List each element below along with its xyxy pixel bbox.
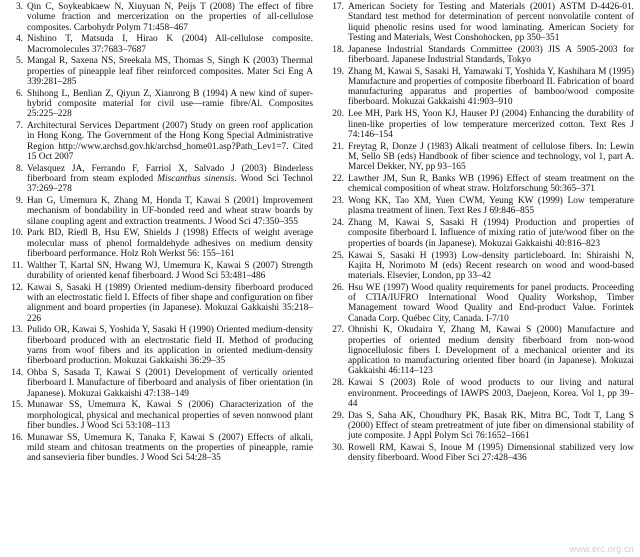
- reference-text-main: Munawar SS, Umemura K, Kawai S (2006) Characterization of the morphological, physical and mechanical properties of seven nonwood plant fiber bundles. J Wood Sci 53:108–113: [27, 400, 313, 431]
- reference-number: 28.: [332, 378, 344, 389]
- reference-text-main: Ohba S, Sasada T, Kawai S (2001) Development of vertically oriented fiberboard I. Manufacture of fiberboard and analysis of fiber orientation (in Japanese). Mokuzai Gakkaishi 47:138–149: [27, 368, 313, 399]
- reference-column-left: [6, 2, 313, 557]
- reference-number: 16.: [11, 432, 23, 443]
- reference-text-tail: . Wood Sci Technol 37:269–278: [27, 173, 313, 195]
- reference-text: [27, 56, 313, 87]
- reference-entry: [327, 218, 634, 249]
- reference-number: 12.: [11, 282, 23, 293]
- reference-text-main: Architectural Services Department (2007) Study on green roof application in Hong Kong. The Government of the Hong Kong Special Administrative Region http://www.archsd.gov.hk/archsd_home01.asp?Path_Lev1=7. Cited 15 Oct 2007: [27, 121, 313, 162]
- reference-entry: [6, 261, 313, 282]
- reference-entry: [327, 67, 634, 108]
- reference-number: 21.: [332, 141, 344, 152]
- reference-italic-term: Miscanthus sinensis: [157, 173, 235, 184]
- reference-text: [27, 400, 313, 431]
- reference-text-main: Wong KK, Tao XM, Yuen CWM, Yeung KW (1999) Low temperature plasma treatment of linen. Text Res J 69:846–855: [348, 196, 634, 217]
- reference-number: 4.: [15, 34, 23, 45]
- reference-entry: [6, 89, 313, 120]
- reference-entry: [327, 174, 634, 195]
- reference-number: 25.: [332, 250, 344, 261]
- reference-entry: [327, 142, 634, 173]
- reference-number: 17.: [332, 2, 344, 12]
- reference-text-main: Zhang M, Kawai S, Sasaki H, Yamawaki T, Yoshida Y, Kashihara M (1995) Manufacture and properties of composite fiberboard II. Fabrication of board manufacturing apparatus and properties of bamboo/wood composite fiberboard. Mokuzai Gakkaishi 41:903–910: [348, 66, 634, 108]
- reference-text-main: Zhang M, Kawai S, Sasaki H (1994) Production and properties of composite fiberboard I. Influence of mixing ratio of jute/wood fiber on the properties of boards (in Japanese). Mokuzai Gakkaishi 40:816–823: [348, 218, 634, 249]
- reference-text: [27, 261, 313, 282]
- reference-number: 24.: [332, 218, 344, 229]
- reference-text-main: Velasquez JA, Ferrando F, Farriol X, Salvado J (2003) Binderless fiberboard from steam exploded: [27, 163, 313, 184]
- reference-text: [27, 2, 313, 33]
- reference-text: [348, 196, 634, 217]
- reference-text: [27, 283, 313, 324]
- reference-number: 11.: [11, 260, 23, 271]
- reference-number: 27.: [332, 325, 344, 336]
- reference-entry: [6, 2, 313, 33]
- reference-number: 15.: [11, 400, 23, 411]
- reference-entry: [6, 196, 313, 227]
- reference-text: [348, 67, 634, 108]
- reference-text-main: Freytag R, Donze J (1983) Alkali treatment of cellulose fibers. In: Lewin M, Sello SB (eds) Handbook of fiber science and technology, vol 1, part A. Marcel Dekker, NY, pp 93–165: [348, 141, 634, 173]
- reference-text: [348, 2, 634, 43]
- reference-entry: [6, 433, 313, 464]
- reference-entry: [6, 56, 313, 87]
- reference-text-main: Qin C, Soykeabkaew N, Xiuyuan N, Peijs T (2008) The effect of fibre volume fraction and mercerization on the properties of all-cellulose composites. Carbohydr Polym 71:458–467: [27, 2, 313, 33]
- reference-text: [348, 109, 634, 140]
- reference-number: 19.: [332, 66, 344, 77]
- reference-number: 30.: [332, 442, 344, 453]
- reference-text-main: Munawar SS, Umemura K, Tanaka F, Kawai S (2007) Effects of alkali, mild steam and chitosan treatments on the properties of pineapple, ramie and sansevieria fiber bundles. J Wood Sci 54:28–35: [27, 432, 313, 464]
- reference-entry: [327, 196, 634, 217]
- reference-text-main: Park BD, Riedl B, Hsu EW, Shields J (1998) Effects of weight average molecular mass of phenol formaldehyde adhesives on medium density fiberboard performance. Holz Roh Werkst 56: 155–161: [27, 228, 313, 259]
- reference-entry: [6, 164, 313, 195]
- reference-number: 6.: [15, 88, 23, 99]
- reference-number: 23.: [332, 196, 344, 207]
- reference-text-main: Walther T, Kartal SN, Hwang WJ, Umemura K, Kawai S (2007) Strength durability of oriented kenaf fiberboard. J Wood Sci 53:481–486: [27, 260, 313, 281]
- reference-text: [348, 283, 634, 324]
- reference-text-main: Kawai S (2003) Role of wood products to our living and natural environment. Proceedings of IAWPS 2003, Daejeon, Korea. Vol 1, pp 39–44: [348, 378, 634, 409]
- reference-entry: [327, 109, 634, 140]
- reference-text: [348, 325, 634, 376]
- reference-text-main: Hsu WE (1997) Wood quality requirements for panel products. Proceeding of CTIA/IUFRO International Wood Quality Workshop, Timber Management toward Wood Quality and End-product Value. Forintek Canada Corp. Québec City, Canada. I-7/10: [348, 282, 634, 324]
- reference-text-main: Lawther JM, Sun R, Banks WB (1996) Effect of steam treatment on the chemical composition of wheat straw. Holzforschung 50:365–371: [348, 173, 634, 195]
- reference-text-main: Shihong L, Benlian Z, Qiyun Z, Xianrong B (1994) A new kind of super-hybrid composite material for civil use—ramie fibre/Al. Composites 25:225–228: [27, 88, 313, 120]
- reference-number: 5.: [15, 56, 23, 67]
- reference-text-main: Nishino T, Matsuda I, Hirao K (2004) All-cellulose composite. Macromolecules 37:7683–7687: [27, 34, 313, 55]
- reference-text: [348, 218, 634, 249]
- reference-text-main: Ohnishi K, Okudaira Y, Zhang M, Kawai S (2000) Manufacture and properties of oriented medium density fiberboard from non-wood lignocellulosic fibers I. Development of a mechanical orienter and its application to manufacturing oriented fiber board (in Japanese). Mokuzai Gakkaishi 46:114–123: [348, 325, 634, 377]
- reference-text: [348, 142, 634, 173]
- reference-entry: [6, 400, 313, 431]
- reference-text: [27, 433, 313, 464]
- reference-entry: [327, 443, 634, 464]
- reference-text-main: Mangal R, Saxena NS, Sreekala MS, Thomas S, Singh K (2003) Thermal properties of pineapple leaf fiber reinforced composites. Mater Sci Eng A 339:281–285: [27, 56, 313, 87]
- reference-text: [27, 325, 313, 366]
- reference-text: [348, 411, 634, 442]
- reference-text-main: Lee MH, Park HS, Yoon KJ, Hauser PJ (2004) Enhancing the durability of linen-like properties of low temperature mercerized cotton. Text Res J 74:146–154: [348, 109, 634, 140]
- reference-entry: [6, 228, 313, 259]
- reference-entry: [6, 121, 313, 162]
- reference-text: [27, 89, 313, 120]
- reference-entry: [6, 325, 313, 366]
- reference-text-main: Kawai S, Sasaki H (1993) Low-density particleboard. In: Shiraishi N, Kajita H, Norimoto M (eds) Recent research on wood and wood-based materials. Elsevier, London, pp 33–42: [348, 250, 634, 281]
- reference-text-main: Pulido OR, Kawai S, Yoshida Y, Sasaki H (1990) Oriented medium-density fiberboard produced with an electrostatic field II. Method of producing yarns from woof fibers and its application in oriented medium-density fiberboard production. Mokuzai Gakkaishi 36:29–35: [27, 325, 313, 367]
- reference-entry: [327, 251, 634, 282]
- reference-entry: [327, 283, 634, 324]
- reference-entry: [6, 283, 313, 324]
- reference-number: 13.: [11, 325, 23, 336]
- reference-number: 9.: [15, 196, 23, 207]
- reference-text: [27, 228, 313, 259]
- reference-number: 7.: [15, 121, 23, 132]
- reference-entry: [327, 325, 634, 376]
- reference-number: 29.: [332, 410, 344, 421]
- reference-number: 26.: [332, 282, 344, 293]
- reference-number: 10.: [11, 228, 23, 239]
- reference-text-main: Das S, Saha AK, Choudhury PK, Basak RK, Mitra BC, Todt T, Lang S (2000) Effect of steam pretreatment of jute fiber on dimensional stability of jute composite. J Appl Polym Sci 76:1652–1661: [348, 410, 634, 442]
- reference-text: [27, 121, 313, 162]
- reference-number: 18.: [332, 44, 344, 55]
- reference-number: 14.: [11, 368, 23, 379]
- reference-text: [27, 196, 313, 227]
- reference-number: 22.: [332, 173, 344, 184]
- reference-text: [348, 251, 634, 282]
- reference-entry: [327, 411, 634, 442]
- reference-entry: [327, 2, 634, 43]
- reference-entry: [6, 368, 313, 399]
- reference-number: 20.: [332, 109, 344, 120]
- reference-text-main: Japanese Industrial Standards Committee (2003) JIS A 5905-2003 for fiberboard. Japanese Industrial Standards, Tokyo: [348, 44, 634, 65]
- reference-entry: [327, 378, 634, 409]
- reference-text: [348, 378, 634, 409]
- reference-number: 3.: [15, 2, 23, 12]
- reference-text: [27, 34, 313, 55]
- reference-text-main: American Society for Testing and Materials (2001) ASTM D-4426-01. Standard test method for determination of percent nonvolatile content of liquid phenolic resins used for wood laminating. American Society for Testing and Materials, West Conshohocken, pp 350–351: [348, 2, 634, 43]
- reference-text: [348, 174, 634, 195]
- reference-text: [348, 45, 634, 66]
- reference-number: 8.: [15, 163, 23, 174]
- reference-text-main: Rowell RM, Kawai S, Inoue M (1995) Dimensional stabilized very low density fiberboard. Wood Fiber Sci 27:428–436: [348, 442, 634, 464]
- reference-entry: [6, 34, 313, 55]
- watermark-text: www.erc.org.cn: [569, 544, 634, 554]
- reference-text: [27, 368, 313, 399]
- reference-text-main: Han G, Umemura K, Zhang M, Honda T, Kawai S (2001) Improvement mechanism of bondability in UF-bonded reed and wheat straw boards by silane coupling agent and extraction treatments. J Wood Sci 47:350–355: [27, 196, 313, 227]
- reference-text: [27, 164, 313, 195]
- reference-entry: [327, 45, 634, 66]
- reference-text-main: Kawai S, Sasaki H (1989) Oriented medium-density fiberboard produced with an electrostatic field I. Effects of fiber shape and configuration on fiber alignment and board properties (in Japanese). Mokuzai Gakkaishi 35:218–226: [27, 282, 313, 324]
- reference-column-right: [327, 2, 634, 557]
- reference-text: [348, 443, 634, 464]
